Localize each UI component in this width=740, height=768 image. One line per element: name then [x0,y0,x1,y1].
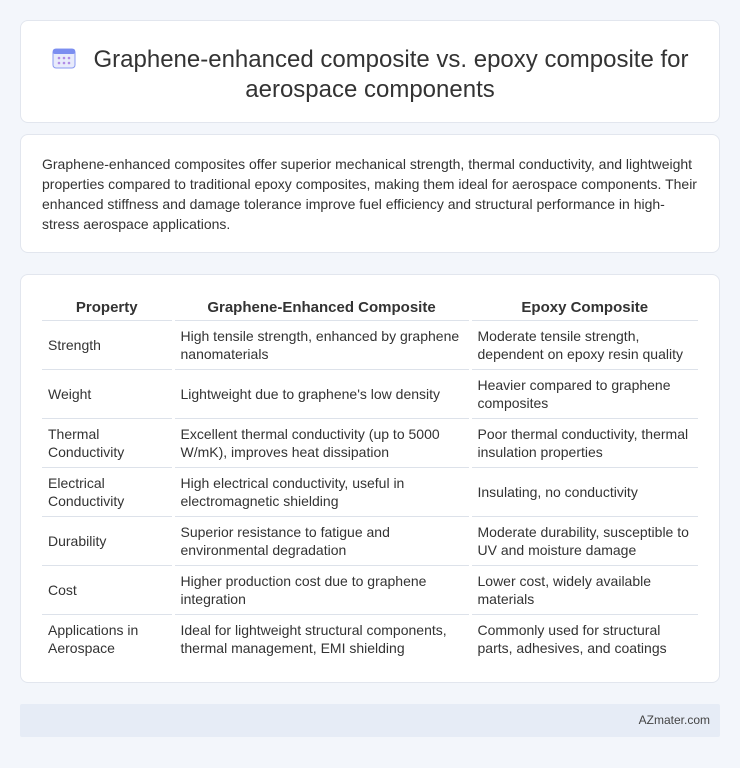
cell-epoxy: Heavier compared to graphene composites [470,369,698,418]
cell-property: Strength [42,320,173,369]
table-row [42,418,698,467]
header-epoxy: Epoxy Composite [521,299,649,317]
footer-site-link[interactable]: AZmater.com [638,713,710,727]
cell-property: Weight [42,369,173,418]
cell-property: Cost [42,565,173,614]
title-card [20,20,720,123]
intro-paragraph: Graphene-enhanced composites offer superior mechanical strength, thermal conductivity, and lightweight properties compared to traditional epoxy composites, making them ideal for aerospace components. Their enhanced stiffness and damage tolerance improve fuel efficiency and structural performance in high-stress aerospace applications. [42,156,697,232]
cell-epoxy: Poor thermal conductivity, thermal insulation properties [470,418,698,467]
table-header-row [42,296,698,320]
footer-bar [20,704,720,737]
cell-property: Thermal Conductivity [42,418,173,467]
cell-epoxy: Commonly used for structural parts, adhesives, and coatings [470,614,698,663]
page-title-text: Graphene-enhanced composite vs. epoxy composite for aerospace components [93,46,689,103]
table-row [42,614,698,663]
table-row [42,516,698,565]
header-graphene: Graphene-Enhanced Composite [173,296,470,320]
cell-graphene: Higher production cost due to graphene integration [173,565,470,614]
cell-epoxy: Lower cost, widely available materials [470,565,698,614]
cell-graphene: Lightweight due to graphene's low density [173,369,470,418]
table-row [42,369,698,418]
cell-property: Durability [42,516,173,565]
cell-graphene: Superior resistance to fatigue and environmental degradation [173,516,470,565]
cell-property: Applications in Aerospace [42,614,173,663]
header-property: Property [42,296,173,320]
cell-graphene: High tensile strength, enhanced by graphene nanomaterials [173,320,470,369]
table-row [42,565,698,614]
comparison-table [42,296,698,663]
cell-graphene: High electrical conductivity, useful in electromagnetic shielding [173,467,470,516]
page-title [21,45,719,105]
cell-graphene: Excellent thermal conductivity (up to 5000 W/mK), improves heat dissipation [173,418,470,467]
cell-epoxy: Insulating, no conductivity [470,467,698,516]
cell-epoxy: Moderate durability, susceptible to UV and moisture damage [470,516,698,565]
intro-card [20,134,720,253]
calendar-icon [52,47,76,69]
comparison-card [20,274,720,683]
table-row [42,320,698,369]
cell-graphene: Ideal for lightweight structural components, thermal management, EMI shielding [173,614,470,663]
title-wrap [21,45,719,105]
table-row [42,467,698,516]
cell-epoxy: Moderate tensile strength, dependent on epoxy resin quality [470,320,698,369]
cell-property: Electrical Conductivity [42,467,173,516]
